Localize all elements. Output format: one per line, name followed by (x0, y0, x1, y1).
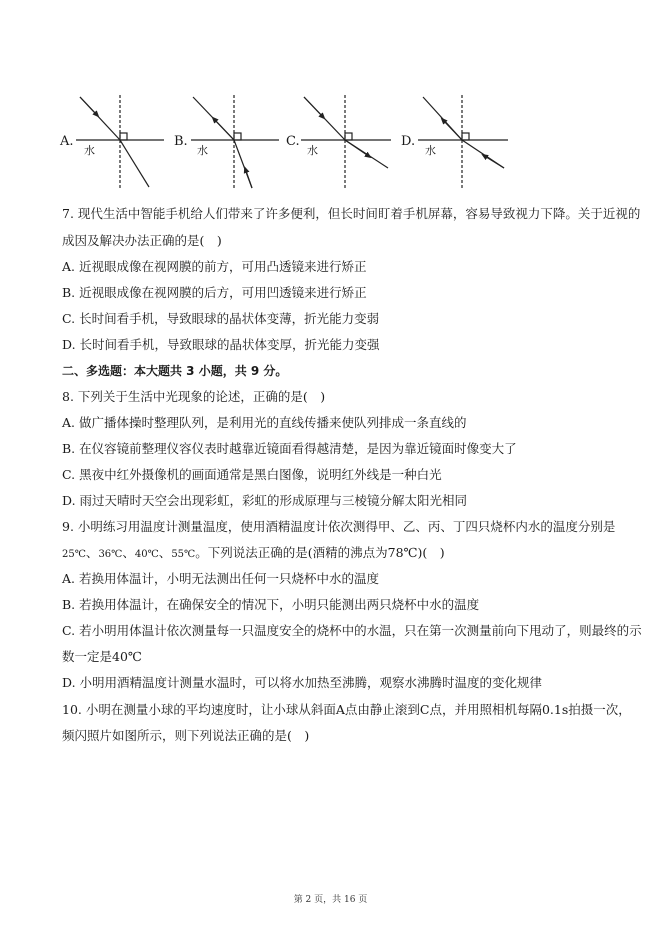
q9-temp-4: 55℃ (171, 549, 196, 560)
refraction-diagrams-svg (0, 0, 661, 200)
q8-option-c: C. 黑夜中红外摄像机的画面通常是黑白图像，说明红外线是一种白光 (62, 467, 442, 482)
q8-stem: 8. 下列关于生活中光现象的论述，正确的是( ) (62, 389, 326, 404)
q9-temp-2: 36℃ (98, 549, 123, 560)
q9-option-a: A. 若换用体温计，小明无法测出任何一只烧杯中水的温度 (62, 571, 379, 586)
q9-option-b: B. 若换用体温计，在确保安全的情况下，小明只能测出两只烧杯中水的温度 (62, 597, 480, 612)
q10-stem-line2: 频闪照片如图所示，则下列说法正确的是( ) (62, 728, 310, 743)
q9-option-d: D. 小明用酒精温度计测量水温时，可以将水加热至沸腾，观察水沸腾时温度的变化规律 (62, 675, 543, 690)
q9-stem-line1: 9. 小明练习用温度计测量温度，使用酒精温度计依次测得甲、乙、丙、丁四只烧杯内水的温度分别是 (62, 519, 616, 534)
q9-stem-line2-tail: 。下列说法正确的是(酒精的沸点为78℃)( ) (195, 545, 445, 560)
q8-option-b: B. 在仪容镜前整理仪容仪表时越靠近镜面看得越清楚，是因为靠近镜面时像变大了 (62, 441, 517, 456)
water-label-a: 水 (84, 144, 95, 157)
q9-option-c-line2: 数一定是40℃ (62, 649, 142, 664)
option-c-label: C. (286, 134, 300, 149)
q10-stem-line1: 10. 小明在测量小球的平均速度时，让小球从斜面A点由静止滚到C点，并用照相机每隔0.1s拍摄一次， (62, 702, 631, 717)
q7-option-c: C. 长时间看手机，导致眼球的晶状体变薄，折光能力变弱 (62, 311, 380, 326)
q8-option-d: D. 雨过天晴时天空会出现彩虹，彩虹的形成原理与三棱镜分解太阳光相同 (62, 493, 468, 508)
q9-temp-3: 40℃ (134, 549, 159, 560)
water-label-b: 水 (197, 144, 208, 157)
q7-stem-line2: 成因及解决办法正确的是( ) (62, 233, 222, 248)
q9-temp-1: 25℃ (62, 549, 86, 560)
section-heading: 二、多选题：本大题共 3 小题，共 9 分。 (62, 364, 288, 378)
water-label-c: 水 (307, 144, 318, 157)
page-footer: 第 2 页，共 16 页 (293, 895, 368, 905)
q8-option-a: A. 做广播体操时整理队列，是利用光的直线传播来使队列排成一条直线的 (62, 415, 467, 430)
q9-option-c-line1: C. 若小明用体温计依次测量每一只温度安全的烧杯中的水温，只在第一次测量前向下甩动了，则最终的示 (62, 623, 642, 638)
q7-option-b: B. 近视眼成像在视网膜的后方，可用凹透镜来进行矫正 (62, 285, 367, 300)
q7-option-d: D. 长时间看手机，导致眼球的晶状体变厚，折光能力变强 (62, 337, 380, 352)
q7-stem-line1: 7. 现代生活中智能手机给人们带来了许多便利，但长时间盯着手机屏幕，容易导致视力下降。关于近视的 (62, 206, 641, 221)
q7-option-a: A. 近视眼成像在视网膜的前方，可用凸透镜来进行矫正 (62, 259, 367, 274)
option-d-label: D. (401, 134, 416, 149)
water-label-d: 水 (425, 144, 436, 157)
option-b-label: B. (174, 134, 188, 149)
option-a-label: A. (60, 134, 74, 149)
q9-stem-line2: 25℃、36℃、40℃、55℃。下列说法正确的是(酒精的沸点为78℃)( ) (62, 545, 445, 560)
refraction-diagrams (0, 0, 661, 200)
